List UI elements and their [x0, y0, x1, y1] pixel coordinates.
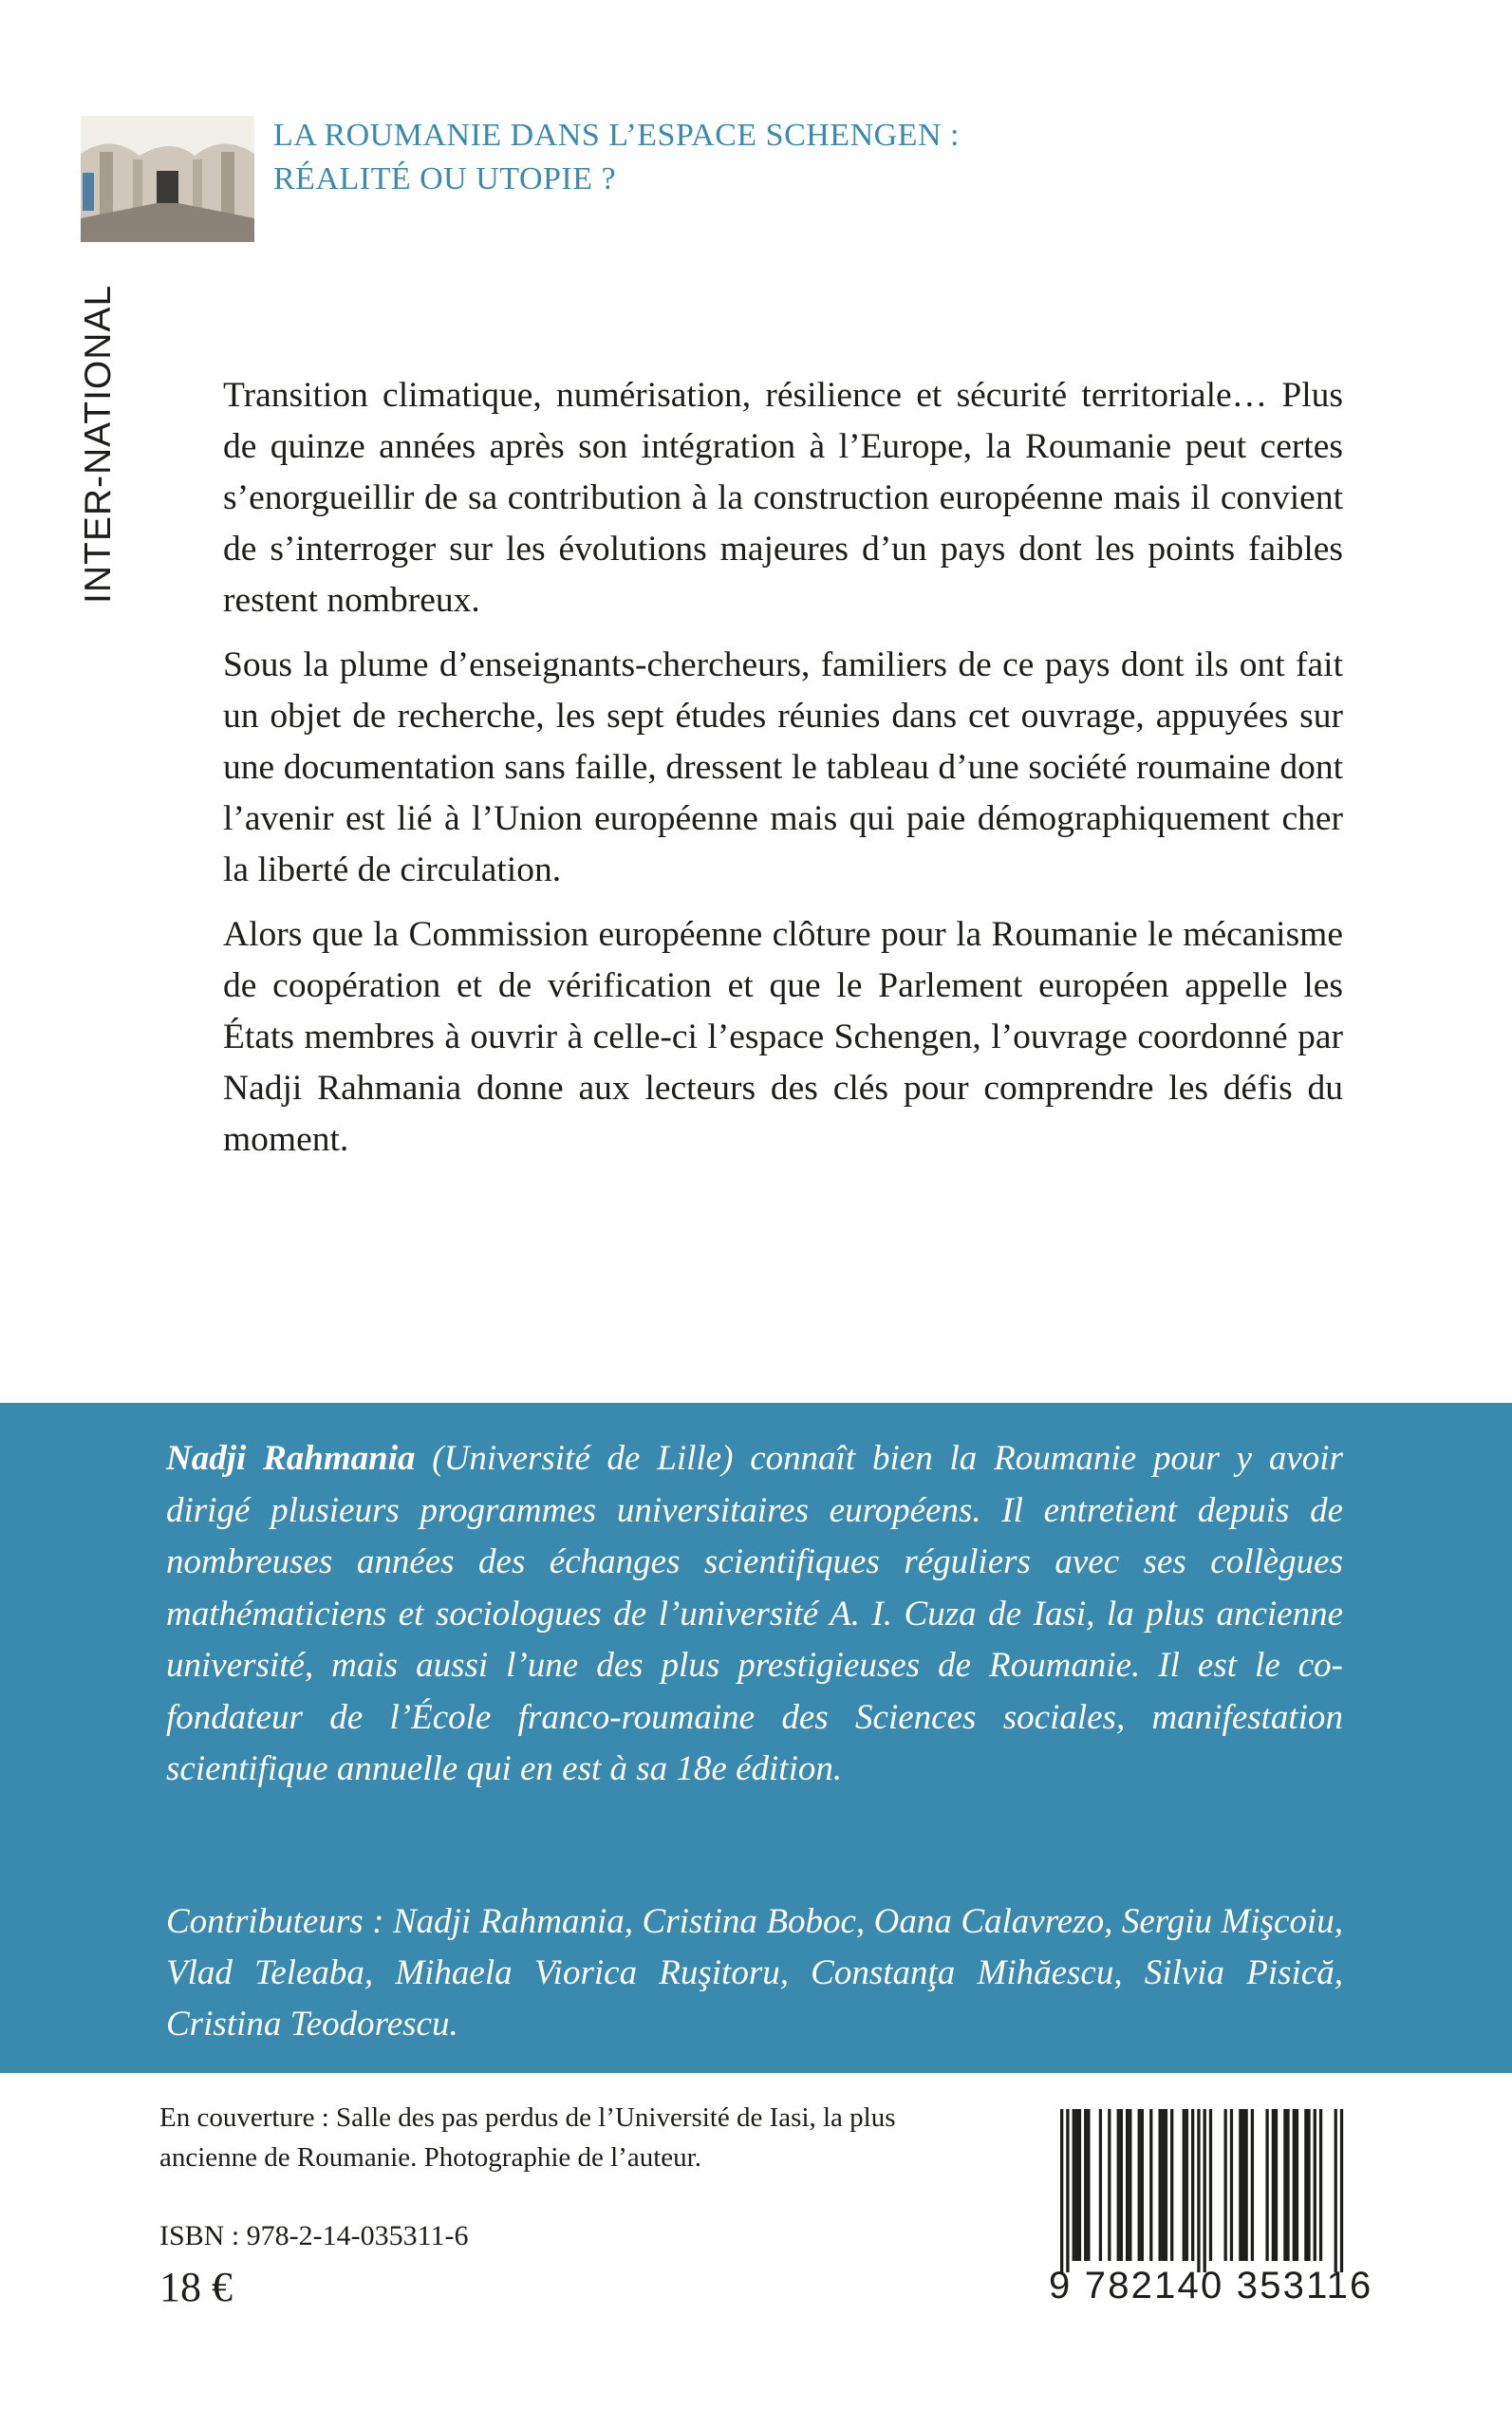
barcode-bar	[1272, 2109, 1275, 2261]
barcode-bar	[1283, 2109, 1286, 2261]
barcode-bar	[1165, 2109, 1167, 2261]
author-bio-text: (Université de Lille) connaît bien la Roumanie pour y avoir dirigé plusieurs programmes universitaires européens. Il entretient depuis de nombreuses années des échanges scientifiques réguliers avec ses collègues mathématiciens et sociologues de l’université A. I. Cuza de Iasi, la plus ancienne université, mais aussi l’une des plus prestigieuses de Roumanie. Il est le co-fondateur de l’École franco-roumaine des Sciences sociales, manifestation scientifique annuelle qui en est à sa 18e édition.	[166, 1439, 1343, 1788]
barcode-bar	[1141, 2109, 1144, 2261]
barcode-bar	[1230, 2109, 1233, 2261]
back-cover-blurb	[223, 370, 1343, 1179]
barcode-bar	[1078, 2109, 1081, 2261]
collection-name: INTER-NATIONAL	[78, 284, 119, 604]
blurb-paragraph: Sous la plume d’enseignants-chercheurs, familiers de ce pays dont ils ont fait un objet de recherche, les sept études réunies dans cet ouvrage, appuyées sur une documentation sans faille, dressent le tableau d’une société roumaine dont l’avenir est lié à l’Union européenne mais qui paie démographiquement cher la liberté de circulation.	[223, 645, 1343, 889]
barcode-bar	[1239, 2109, 1241, 2261]
barcode-bar	[1073, 2109, 1075, 2261]
book-title	[273, 114, 1128, 201]
barcode-bar	[1084, 2109, 1087, 2261]
barcode-bar	[1183, 2109, 1185, 2261]
barcode-bar	[1204, 2109, 1206, 2272]
barcode-bar	[1075, 2109, 1078, 2261]
barcode-bar	[1120, 2109, 1123, 2261]
barcode-bar	[1275, 2109, 1278, 2261]
barcode-bar	[1286, 2109, 1289, 2261]
barcode-bar	[1099, 2109, 1102, 2261]
barcode-bar	[1162, 2109, 1165, 2261]
book-title-line-2: RÉALITÉ OU UTOPIE ?	[273, 161, 617, 196]
barcode-bar	[1265, 2109, 1268, 2261]
barcode-bar	[1293, 2109, 1296, 2261]
barcode-bar	[1209, 2109, 1212, 2261]
author-bio	[166, 1433, 1343, 1796]
barcode-bar	[1319, 2109, 1322, 2261]
barcode-bar	[1108, 2109, 1111, 2261]
barcode-bar	[1126, 2109, 1129, 2261]
isbn: ISBN : 978-2-14-035311-6	[159, 2220, 469, 2251]
barcode-bar	[1197, 2109, 1200, 2272]
barcode-bar	[1129, 2109, 1131, 2261]
barcode-bar	[1296, 2109, 1298, 2261]
barcode-bar	[1138, 2109, 1141, 2261]
barcode-bar	[1304, 2109, 1307, 2261]
barcode-bar	[1170, 2109, 1173, 2261]
barcode-bar	[1117, 2109, 1120, 2261]
barcode-bar	[1335, 2109, 1337, 2272]
barcode-bar	[1224, 2109, 1227, 2261]
price: 18 €	[159, 2264, 233, 2310]
barcode-bar	[1191, 2109, 1194, 2261]
barcode-bar	[1066, 2109, 1069, 2272]
book-title-line-1: LA ROUMANIE DANS L’ESPACE SCHENGEN :	[273, 118, 960, 153]
corridor-photo-icon	[81, 116, 254, 242]
barcode-bar	[1340, 2109, 1343, 2272]
barcode-bar	[1060, 2109, 1063, 2272]
barcode-bar	[1314, 2109, 1316, 2261]
author-name: Nadji Rahmania	[166, 1439, 416, 1478]
barcode-bar	[1159, 2109, 1162, 2261]
blurb-paragraph: Alors que la Commission européenne clôture pour la Roumanie le mécanisme de coopération et de vérification et que le Parlement européen appelle les États membres à ouvrir à celle-ci l’espace Schengen, l’ouvrage coordonné par Nadji Rahmania donne aux lecteurs des clés pour comprendre les défis du moment.	[223, 915, 1343, 1159]
barcode-bar	[1307, 2109, 1310, 2261]
contributors-list: Contributeurs : Nadji Rahmania, Cristina Boboc, Oana Calavrezo, Sergiu Mişcoiu, Vlad Teleaba, Mihaela Viorica Ruşitoru, Constanţa Mihăescu, Silvia Pisică, Cristina Teodorescu.	[166, 1902, 1343, 2044]
blurb-paragraph: Transition climatique, numérisation, résilience et sécurité territoriale… Plus de quinze années après son intégration à l’Europe, la Roumanie peut certes s’enorgueillir de sa contribution à la construction européenne mais il convient de s’interroger sur les évolutions majeures d’un pays dont les points faibles restent nombreux.	[223, 376, 1343, 620]
barcode-bar	[1251, 2109, 1254, 2261]
barcode-bar	[1087, 2109, 1090, 2261]
barcode-digits: 9 782140 353116	[1049, 2265, 1373, 2306]
barcode-bar	[1149, 2109, 1152, 2261]
cover-credit: En couverture : Salle des pas perdus de l’Université de Iasi, la plus ancienne de Roumanie. Photographie de l’auteur.	[159, 2102, 896, 2173]
barcode-bar	[1185, 2109, 1188, 2261]
barcode-bar	[1244, 2109, 1247, 2261]
barcode-bar	[1241, 2109, 1244, 2261]
cover-thumbnail	[81, 116, 254, 242]
